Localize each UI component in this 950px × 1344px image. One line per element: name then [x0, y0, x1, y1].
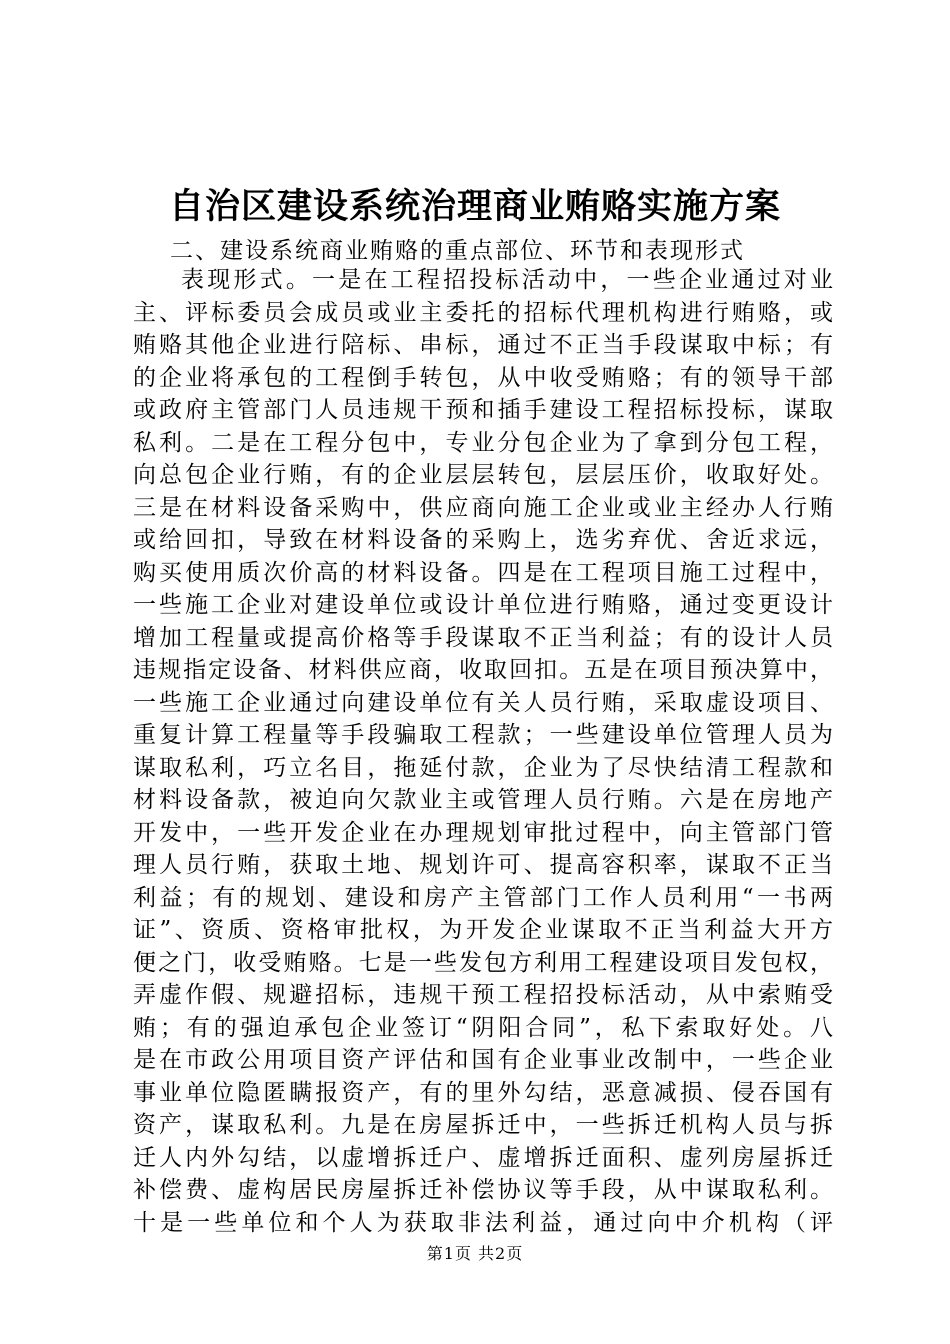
section-heading: 二、建设系统商业贿赂的重点部位、环节和表现形式	[170, 238, 745, 264]
body-line: 材料设备款，被迫向欠款业主或管理人员行贿。六是在房地产	[133, 787, 833, 813]
body-line: 一些施工企业对建设单位或设计单位进行贿赂，通过变更设计	[133, 592, 833, 618]
body-line: 违规指定设备、材料供应商，收取回扣。五是在项目预决算中，	[133, 657, 833, 683]
body-line: 向总包企业行贿，有的企业层层转包，层层压价，收取好处。	[133, 462, 833, 488]
body-line: 贿赂其他企业进行陪标、串标，通过不正当手段谋取中标；有	[133, 332, 833, 358]
body-line: 弄虚作假、规避招标，违规干预工程招投标活动，从中索贿受	[133, 982, 833, 1008]
body-line: 迁人内外勾结，以虚增拆迁户、虚增拆迁面积、虚列房屋拆迁	[133, 1144, 833, 1171]
body-line: 事业单位隐匿瞒报资产，有的里外勾结，恶意减损、侵吞国有	[133, 1079, 833, 1106]
document-title: 自治区建设系统治理商业贿赂实施方案	[168, 187, 781, 227]
body-line: 证”、资质、资格审批权，为开发企业谋取不正当利益大开方	[133, 917, 833, 943]
body-line: 谋取私利，巧立名目，拖延付款，企业为了尽快结清工程款和	[133, 754, 833, 781]
body-line: 是在市政公用项目资产评估和国有企业事业改制中，一些企业	[133, 1047, 833, 1073]
body-line: 贿；有的强迫承包企业签订“阴阳合同”，私下索取好处。八	[133, 1014, 833, 1041]
body-line: 补偿费、虚构居民房屋拆迁补偿协议等手段，从中谋取私利。	[133, 1177, 833, 1203]
body-line: 或给回扣，导致在材料设备的采购上，选劣弃优、舍近求远，	[133, 527, 833, 553]
body-line: 三是在材料设备采购中，供应商向施工企业或业主经办人行贿	[133, 494, 833, 521]
body-line: 主、评标委员会成员或业主委托的招标代理机构进行贿赂，或	[133, 299, 833, 326]
page-number-footer: 第1页 共2页	[426, 1244, 524, 1263]
body-line: 购买使用质次价高的材料设备。四是在工程项目施工过程中，	[133, 559, 833, 586]
body-line: 私利。二是在工程分包中，专业分包企业为了拿到分包工程，	[133, 429, 833, 456]
body-line: 利益；有的规划、建设和房产主管部门工作人员利用“一书两	[133, 884, 833, 911]
body-paragraph	[133, 264, 833, 1239]
body-line: 表现形式。一是在工程招投标活动中，一些企业通过对业	[181, 267, 833, 293]
body-line: 的企业将承包的工程倒手转包，从中收受贿赂；有的领导干部	[133, 364, 833, 391]
body-line: 重复计算工程量等手段骗取工程款；一些建设单位管理人员为	[133, 722, 833, 748]
body-line: 理人员行贿，获取土地、规划许可、提高容积率，谋取不正当	[133, 852, 833, 878]
body-line: 一些施工企业通过向建设单位有关人员行贿，采取虚设项目、	[133, 689, 833, 716]
body-line: 或政府主管部门人员违规干预和插手建设工程招标投标，谋取	[133, 397, 833, 423]
body-line: 增加工程量或提高价格等手段谋取不正当利益；有的设计人员	[133, 624, 833, 651]
body-line: 资产，谋取私利。九是在房屋拆迁中，一些拆迁机构人员与拆	[133, 1112, 833, 1138]
body-line: 便之门，收受贿赂。七是一些发包方利用工程建设项目发包权，	[133, 949, 833, 976]
body-line: 开发中，一些开发企业在办理规划审批过程中，向主管部门管	[133, 819, 833, 846]
body-line: 十是一些单位和个人为获取非法利益，通过向中介机构（评	[133, 1209, 833, 1236]
